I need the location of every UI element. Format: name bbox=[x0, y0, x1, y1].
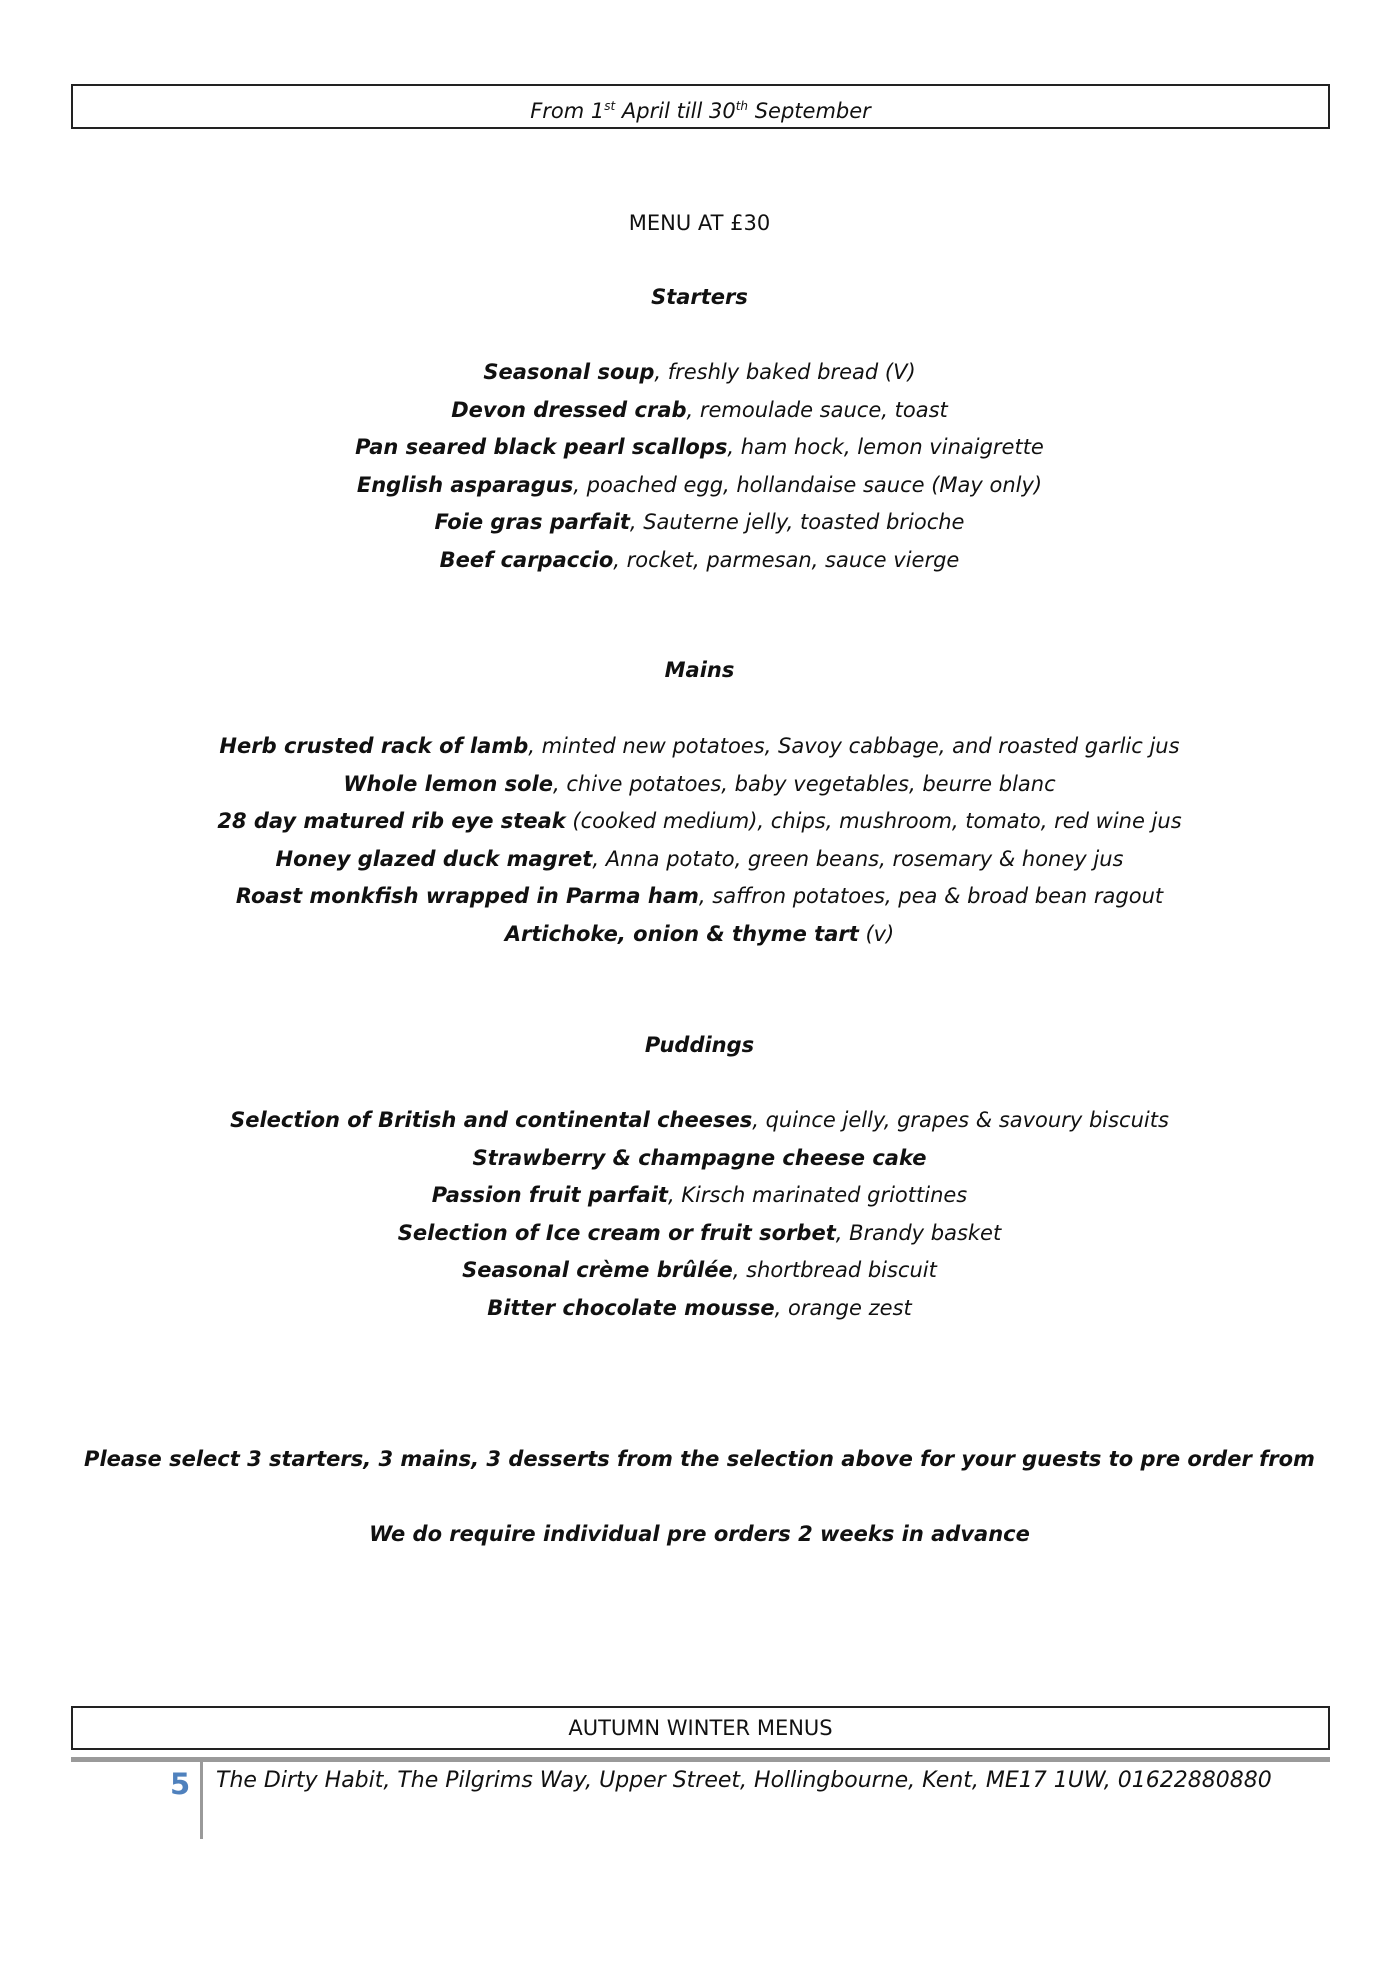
menu-item-description: , Brandy basket bbox=[835, 1220, 1002, 1245]
menu-item-name: Bitter chocolate mousse bbox=[487, 1295, 775, 1320]
mains-heading: Mains bbox=[664, 658, 735, 682]
footer-divider bbox=[200, 1761, 203, 1839]
menu-item-name: Pan seared black pearl scallops bbox=[355, 435, 728, 459]
menu-item-name: Devon dressed crab bbox=[451, 397, 687, 422]
footer-address: The Dirty Habit, The Pilgrims Way, Upper Street, Hollingbourne, Kent, ME17 1UW, 01622880880 bbox=[216, 1768, 1272, 1793]
menu-item bbox=[0, 841, 1399, 879]
menu-item-description: , orange zest bbox=[774, 1295, 912, 1320]
menu-item bbox=[0, 1177, 1399, 1215]
menu-title: MENU AT £30 bbox=[628, 211, 771, 235]
menu-item-description: , chive potatoes, baby vegetables, beurre blanc bbox=[553, 771, 1056, 796]
menu-item-description: , Anna potato, green beans, rosemary & honey jus bbox=[592, 846, 1124, 871]
advance-note: We do require individual pre orders 2 weeks in advance bbox=[369, 1522, 1030, 1546]
menu-item-name: Passion fruit parfait bbox=[431, 1183, 668, 1207]
date-range-header bbox=[71, 84, 1330, 129]
menu-item-name: Seasonal crème brûlée bbox=[462, 1258, 733, 1282]
menu-item bbox=[0, 803, 1399, 841]
menu-item bbox=[0, 1140, 1399, 1178]
menu-item-description: , rocket, parmesan, sauce vierge bbox=[613, 547, 960, 572]
menu-item-name: English asparagus bbox=[356, 472, 574, 497]
menu-item bbox=[0, 766, 1399, 804]
menu-item-description: , quince jelly, grapes & savoury biscuits bbox=[752, 1108, 1169, 1132]
menu-item-name: 28 day matured rib eye steak bbox=[217, 809, 566, 833]
menu-item-description: , poached egg, hollandaise sauce (May only) bbox=[573, 472, 1043, 497]
puddings-heading: Puddings bbox=[644, 1033, 755, 1057]
date-range-text-mid: April till 30 bbox=[615, 99, 736, 123]
menu-item bbox=[0, 878, 1399, 916]
menu-item-name: Seasonal soup bbox=[483, 360, 655, 384]
menu-item-name: Roast monkfish wrapped in Parma ham bbox=[235, 884, 699, 908]
menu-item bbox=[0, 916, 1399, 954]
menu-item bbox=[0, 1252, 1399, 1290]
selection-note: Please select 3 starters, 3 mains, 3 desserts from the selection above for your guests to pre order from bbox=[84, 1447, 1315, 1471]
menu-item-description: , freshly baked bread (V) bbox=[654, 360, 916, 384]
season-banner: AUTUMN WINTER MENUS bbox=[71, 1706, 1330, 1750]
menu-item bbox=[0, 1290, 1399, 1328]
menu-item-description: , Sauterne jelly, toasted brioche bbox=[629, 510, 965, 534]
menu-item bbox=[0, 1215, 1399, 1253]
menu-item bbox=[0, 504, 1399, 542]
menu-item-description: , remoulade sauce, toast bbox=[686, 397, 948, 422]
date-range-text-end: September bbox=[748, 99, 871, 123]
menu-item-name: Strawberry & champagne cheese cake bbox=[472, 1145, 927, 1170]
date-range-sup-start: st bbox=[604, 99, 616, 113]
menu-item-description: , shortbread biscuit bbox=[732, 1258, 937, 1282]
menu-item bbox=[0, 542, 1399, 580]
menu-item-name: Beef carpaccio bbox=[439, 547, 614, 572]
mains-list bbox=[0, 728, 1399, 953]
menu-item-description: (v) bbox=[858, 921, 895, 946]
menu-item-description: , Kirsch marinated griottines bbox=[667, 1183, 968, 1207]
menu-item-name: Honey glazed duck magret bbox=[275, 846, 593, 871]
menu-item bbox=[0, 392, 1399, 430]
menu-item-description: , minted new potatoes, Savoy cabbage, and roasted garlic jus bbox=[528, 734, 1180, 758]
menu-item-name: Herb crusted rack of lamb bbox=[219, 734, 529, 758]
menu-item-description: , ham hock, lemon vinaigrette bbox=[727, 435, 1044, 459]
menu-item bbox=[0, 429, 1399, 467]
puddings-list bbox=[0, 1102, 1399, 1327]
menu-item-name: Foie gras parfait bbox=[434, 510, 630, 534]
menu-item-description: , saffron potatoes, pea & broad bean ragout bbox=[698, 884, 1164, 908]
menu-item-name: Selection of Ice cream or fruit sorbet bbox=[397, 1220, 836, 1245]
menu-item-name: Artichoke, onion & thyme tart bbox=[504, 921, 859, 946]
starters-heading: Starters bbox=[651, 285, 748, 309]
menu-item bbox=[0, 354, 1399, 392]
footer-rule bbox=[71, 1757, 1330, 1762]
date-range-text-start: From 1 bbox=[530, 99, 605, 123]
page-number: 5 bbox=[170, 1767, 191, 1801]
menu-item-name: Whole lemon sole bbox=[343, 771, 553, 796]
date-range-sup-end: th bbox=[735, 99, 749, 113]
menu-item-name: Selection of British and continental cheeses bbox=[230, 1108, 753, 1132]
starters-list bbox=[0, 354, 1399, 579]
menu-item bbox=[0, 1102, 1399, 1140]
menu-item-description: (cooked medium), chips, mushroom, tomato, red wine jus bbox=[565, 809, 1182, 833]
menu-item bbox=[0, 467, 1399, 505]
menu-item bbox=[0, 728, 1399, 766]
